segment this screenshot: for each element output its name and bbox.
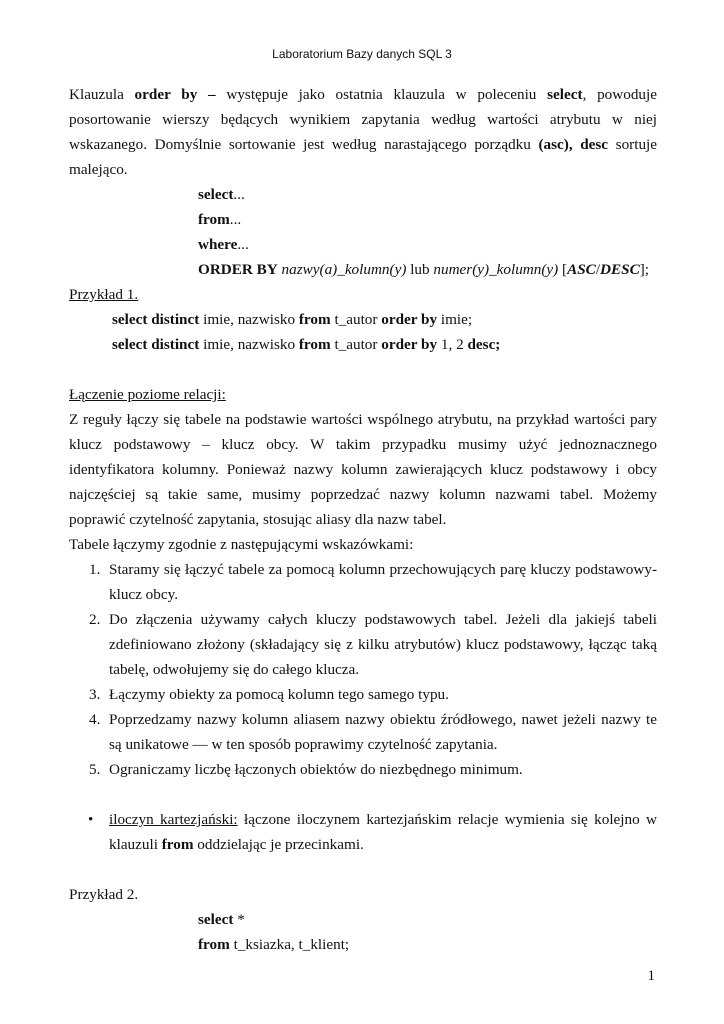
text: / (595, 261, 601, 278)
example2-from-line (69, 932, 657, 957)
spacer (69, 782, 657, 807)
page-header: Laboratorium Bazy danych SQL 3 (272, 47, 452, 61)
bullet-icon: • (88, 811, 94, 828)
page-body (69, 82, 657, 957)
keyword: (asc), desc (538, 136, 609, 153)
keyword: select distinct (112, 336, 200, 353)
text: oddzielając je przecinkami. (193, 836, 364, 853)
example1-query1 (69, 307, 657, 332)
keyword: select (198, 186, 234, 203)
keyword: from (298, 311, 331, 328)
example1-label: Przykład 1. (69, 286, 139, 303)
list-item (69, 607, 657, 682)
text: imie, nazwisko (199, 336, 299, 353)
text: sortuje malejąco. (69, 136, 657, 178)
list-item (69, 557, 657, 607)
keyword: from (198, 211, 230, 228)
ellipsis: ... (229, 211, 242, 228)
keyword: ORDER BY (198, 261, 278, 278)
text: [ (558, 261, 568, 278)
spacer (69, 857, 657, 882)
list-number: 5. (89, 761, 101, 778)
joins-intro: Tabele łączymy zgodnie z następującymi wskazówkami: (69, 536, 414, 553)
list-text: Łączymy obiekty za pomocą kolumn tego samego typu. (109, 686, 449, 703)
text: występuje jako ostatnia klauzula w poleceniu (215, 86, 548, 103)
syntax-orderby-line (69, 257, 657, 282)
ellipsis: ... (233, 186, 245, 203)
keyword: order by – (134, 86, 216, 103)
list-item (69, 682, 657, 707)
syntax-where-line (69, 232, 657, 257)
joins-paragraph: Z reguły łączy się tabele na podstawie wartości wspólnego atrybutu, na przykład wartości pary klucz podstawowy – klucz obcy. W takim przypadku musimy użyć jednoznacznego identyfikatora kolumny. Ponieważ nazwy kolumn zawierających klucz podstawowy i obcy najczęściej są takie same, musimy poprzedzać nazwy kolumn nazwami tabel. Możemy poprawić czytelność zapytania, stosując aliasy dla nazw tabel. (69, 411, 657, 528)
text: ]; (639, 261, 650, 278)
keyword: order by (381, 336, 438, 353)
text: lub (406, 261, 434, 278)
keyword: from (161, 836, 194, 853)
text: t_autor (330, 311, 382, 328)
cartesian-term: iloczyn kartezjański: (109, 811, 238, 828)
placeholder: nazwy(a)_kolumn(y) (281, 261, 407, 278)
keyword: ASC (567, 261, 596, 278)
keyword: DESC (600, 261, 640, 278)
text: 1, 2 (437, 336, 468, 353)
keyword: from (198, 936, 230, 953)
list-text: Poprzedzamy nazwy kolumn aliasem nazwy obiektu źródłowego, nawet jeżeli nazwy te są unikatowe — w ten sposób poprawimy czytelność zapytania. (109, 711, 657, 753)
joins-heading: Łączenie poziome relacji: (69, 386, 226, 403)
syntax-from-line (69, 207, 657, 232)
syntax-select-line (69, 182, 657, 207)
list-number: 1. (89, 561, 101, 578)
list-number: 3. (89, 686, 101, 703)
keyword: order by (381, 311, 438, 328)
list-text: Staramy się łączyć tabele za pomocą kolumn przechowujących parę kluczy podstawowy-klucz obcy. (109, 561, 657, 603)
ellipsis: ... (237, 236, 249, 253)
text: łączone iloczynem kartezjańskim relacje wymienia się kolejno w klauzuli (109, 811, 658, 853)
text: t_autor (330, 336, 382, 353)
list-item (69, 707, 657, 757)
order-by-paragraph (69, 82, 657, 182)
list-item (69, 757, 657, 782)
text: , powoduje posortowanie wierszy będących wynikiem zapytania według wartości atrybutu w niej wskazanego. Domyślnie sortowanie jest według narastającego porządku (69, 86, 657, 153)
text: Klauzula (69, 86, 135, 103)
list-number: 2. (89, 611, 101, 628)
keyword: select (547, 86, 583, 103)
example2-select-line (69, 907, 657, 932)
keyword: where (198, 236, 238, 253)
keyword: select (198, 911, 234, 928)
keyword: desc; (467, 336, 501, 353)
example2-label: Przykład 2. (69, 886, 139, 903)
placeholder: numer(y)_kolumn(y) (433, 261, 559, 278)
text: imie, nazwisko (199, 311, 299, 328)
keyword: select distinct (112, 311, 200, 328)
text: t_ksiazka, t_klient; (229, 936, 350, 953)
keyword: from (298, 336, 331, 353)
example1-query2 (69, 332, 657, 357)
list-text: Ograniczamy liczbę łączonych obiektów do niezbędnego minimum. (109, 761, 523, 778)
list-text: Do złączenia używamy całych kluczy podstawowych tabel. Jeżeli dla jakiejś tabeli zdefiniowano złożony (składający się z kilku atrybutów) klucz podstawowy, łącząc taką tabelę, odwołujemy się do całego klucza. (109, 611, 657, 678)
text: * (233, 911, 245, 928)
joins-steps-list (69, 557, 657, 782)
text: imie; (437, 311, 473, 328)
page-number: 1 (647, 968, 655, 984)
spacer (69, 357, 657, 382)
cartesian-bullet-item (69, 807, 657, 857)
list-number: 4. (89, 711, 101, 728)
